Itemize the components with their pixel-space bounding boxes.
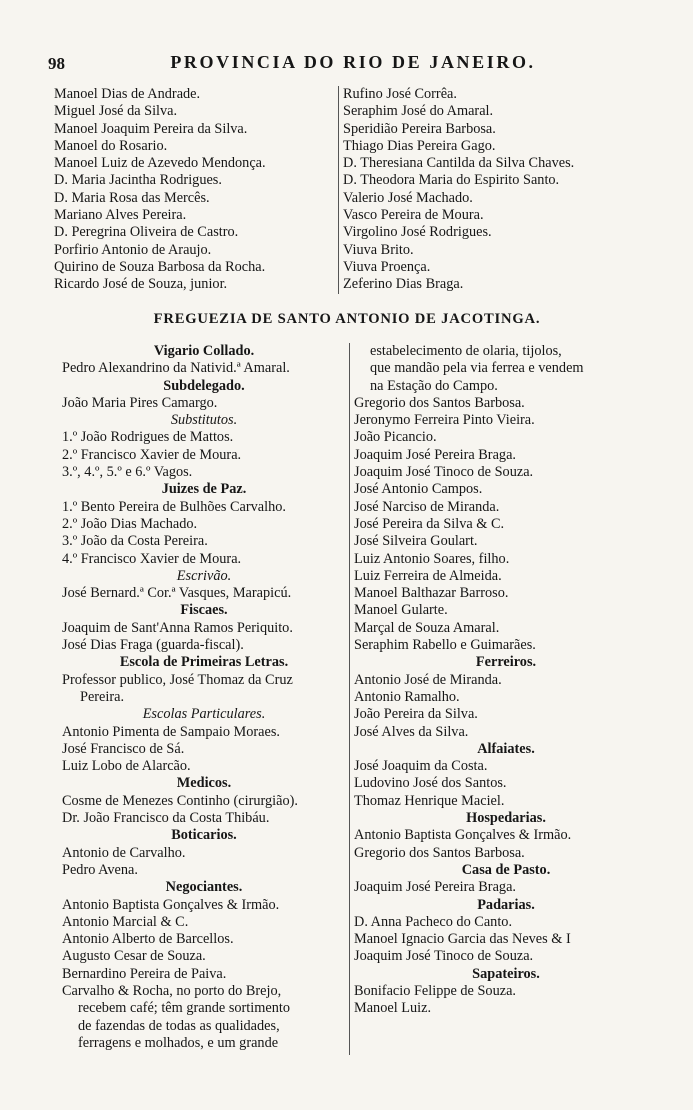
directory-entry: Antonio Baptista Gonçalves & Irmão. <box>62 896 280 913</box>
category-heading: Escola de Primeiras Letras. <box>119 654 289 671</box>
directory-entry: Cosme de Menezes Continho (cirurgião). <box>62 792 298 809</box>
directory-entry: D. Maria Jacintha Rodrigues. <box>54 172 222 189</box>
top-left-column <box>54 86 336 294</box>
directory-entry: Dr. João Francisco da Costa Thibáu. <box>62 810 270 827</box>
directory-entry: de fazendas de todas as qualidades, <box>78 1017 280 1034</box>
directory-entry: Professor publico, José Thomaz da Cruz <box>62 671 293 688</box>
category-heading: Hospedarias. <box>466 810 546 827</box>
directory-entry: 1.º João Rodrigues de Mattos. <box>62 429 234 446</box>
column-divider <box>349 343 350 1055</box>
directory-entry: Joaquim de Sant'Anna Ramos Periquito. <box>62 619 293 636</box>
directory-entry: Antonio de Carvalho. <box>62 844 186 861</box>
parish-left-column <box>62 343 346 1052</box>
directory-entry: na Estação do Campo. <box>370 377 498 394</box>
directory-entry: Manoel Balthazar Barroso. <box>354 585 509 602</box>
directory-entry: 2.º Francisco Xavier de Moura. <box>62 446 242 463</box>
directory-entry: Rufino José Corrêa. <box>343 86 457 102</box>
directory-entry: 3.º João da Costa Pereira. <box>62 533 208 550</box>
directory-entry: Speridião Pereira Barbosa. <box>343 120 496 137</box>
directory-entry: Seraphim José do Amaral. <box>343 103 494 120</box>
category-heading: Vigario Collado. <box>153 343 255 359</box>
directory-entry: Viuva Proença. <box>343 258 431 275</box>
directory-entry: Viuva Brito. <box>343 241 414 258</box>
directory-entry: Joaquim José Pereira Braga. <box>354 446 516 463</box>
directory-entry: José Joaquim da Costa. <box>354 758 488 775</box>
category-heading: Boticarios. <box>171 827 237 844</box>
directory-entry: Porfirio Antonio de Araujo. <box>54 241 212 258</box>
directory-entry: D. Theodora Maria do Espirito Santo. <box>343 172 560 189</box>
directory-entry: Manoel Gularte. <box>354 602 448 619</box>
directory-entry: Quirino de Souza Barbosa da Rocha. <box>54 258 266 275</box>
directory-entry: Joaquim José Tinoco de Souza. <box>354 948 534 965</box>
category-heading: Sapateiros. <box>472 965 540 982</box>
directory-entry: Carvalho & Rocha, no porto do Brejo, <box>62 982 282 999</box>
directory-entry: ferragens e molhados, e um grande <box>78 1034 279 1051</box>
directory-entry: Seraphim Rabello e Guimarães. <box>354 637 536 654</box>
directory-entry: 3.º, 4.º, 5.º e 6.º Vagos. <box>62 464 193 481</box>
directory-entry: Antonio Ramalho. <box>354 688 460 705</box>
top-right-column <box>343 86 643 294</box>
category-heading: Medicos. <box>176 775 232 792</box>
directory-entry: D. Peregrina Oliveira de Castro. <box>54 224 239 241</box>
directory-entry: Antonio Baptista Gonçalves & Irmão. <box>354 827 572 844</box>
directory-entry: Gregorio dos Santos Barbosa. <box>354 394 525 411</box>
directory-entry: 2.º João Dias Machado. <box>62 515 198 532</box>
directory-entry: José Antonio Campos. <box>354 481 483 498</box>
directory-entry: Valerio José Machado. <box>343 189 473 206</box>
page-header <box>48 52 658 78</box>
directory-entry: Ludovino José dos Santos. <box>354 775 507 792</box>
directory-entry: Manoel do Rosario. <box>54 137 168 154</box>
directory-entry: 4.º Francisco Xavier de Moura. <box>62 550 242 567</box>
directory-entry: que mandão pela via ferrea e vendem <box>370 360 584 377</box>
directory-entry: José Francisco de Sá. <box>62 740 185 757</box>
directory-entry: Virgolino José Rodrigues. <box>343 224 492 241</box>
directory-entry: Miguel José da Silva. <box>54 103 178 120</box>
category-heading: Ferreiros. <box>475 654 537 671</box>
directory-entry: D. Anna Pacheco do Canto. <box>354 913 513 930</box>
category-heading: Juizes de Paz. <box>161 481 247 498</box>
directory-entry: Manoel Ignacio Garcia das Neves & I <box>354 931 571 948</box>
directory-entry: Pedro Alexandrino da Nativid.ª Amaral. <box>62 360 290 377</box>
page-title: PROVINCIA DO RIO DE JANEIRO. <box>170 52 536 72</box>
directory-entry: Joaquim José Tinoco de Souza. <box>354 464 534 481</box>
directory-entry: João Picancio. <box>354 429 437 446</box>
directory-entry: Vasco Pereira de Moura. <box>343 207 484 224</box>
directory-entry: Thomaz Henrique Maciel. <box>354 792 505 809</box>
directory-entry: João Maria Pires Camargo. <box>62 394 218 411</box>
category-heading: Subdelegado. <box>163 377 245 394</box>
directory-entry: João Pereira da Silva. <box>354 706 478 723</box>
directory-entry: José Narciso de Miranda. <box>354 498 500 515</box>
directory-entry: 1.º Bento Pereira de Bulhões Carvalho. <box>62 498 286 515</box>
directory-entry: estabelecimento de olaria, tijolos, <box>370 343 562 359</box>
directory-entry: Marçal de Souza Amaral. <box>354 619 500 636</box>
directory-entry: Mariano Alves Pereira. <box>54 207 187 224</box>
directory-entry: Antonio José de Miranda. <box>354 671 502 688</box>
directory-entry: Luiz Lobo de Alarcão. <box>62 758 191 775</box>
category-heading: Alfaiates. <box>477 740 535 757</box>
directory-entry: José Dias Fraga (guarda-fiscal). <box>62 637 244 654</box>
directory-entry: José Silveira Goulart. <box>354 533 478 550</box>
directory-entry: Pereira. <box>80 688 125 705</box>
category-heading: Escrivão. <box>176 567 232 584</box>
directory-entry: Manoel Dias de Andrade. <box>54 86 201 102</box>
directory-entry: Zeferino Dias Braga. <box>343 276 464 293</box>
directory-entry: Luiz Antonio Soares, filho. <box>354 550 510 567</box>
directory-entry: Gregorio dos Santos Barbosa. <box>354 844 525 861</box>
directory-entry: Luiz Ferreira de Almeida. <box>354 567 502 584</box>
column-divider <box>338 86 339 294</box>
category-heading: Casa de Pasto. <box>461 861 551 878</box>
directory-entry: Jeronymo Ferreira Pinto Vieira. <box>354 412 535 429</box>
section-title: FREGUEZIA DE SANTO ANTONIO DE JACOTINGA. <box>153 311 541 327</box>
directory-entry: Bernardino Pereira de Paiva. <box>62 965 227 982</box>
directory-entry: Manoel Joaquim Pereira da Silva. <box>54 120 248 137</box>
directory-entry: Augusto Cesar de Souza. <box>62 948 206 965</box>
directory-entry: Antonio Marcial & C. <box>62 913 189 930</box>
category-heading: Fiscaes. <box>180 602 228 619</box>
directory-entry: Manoel Luiz de Azevedo Mendonça. <box>54 155 266 172</box>
parish-right-column <box>354 343 658 1018</box>
directory-entry: José Pereira da Silva & C. <box>354 515 505 532</box>
directory-entry: Joaquim José Pereira Braga. <box>354 879 516 896</box>
directory-entry: D. Theresiana Cantilda da Silva Chaves. <box>343 155 575 172</box>
directory-entry: Ricardo José de Souza, junior. <box>54 276 228 293</box>
category-heading: Negociantes. <box>165 879 243 896</box>
directory-entry: Manoel Luiz. <box>354 1000 432 1017</box>
page-number: 98 <box>48 54 65 73</box>
category-heading: Padarias. <box>477 896 535 913</box>
category-heading: Substitutos. <box>170 412 238 429</box>
directory-entry: Bonifacio Felippe de Souza. <box>354 982 516 999</box>
directory-entry: Antonio Pimenta de Sampaio Moraes. <box>62 723 280 740</box>
directory-entry: D. Maria Rosa das Mercês. <box>54 189 210 206</box>
category-heading: Escolas Particulares. <box>142 706 266 723</box>
directory-entry: Antonio Alberto de Barcellos. <box>62 931 234 948</box>
directory-entry: recebem café; têm grande sortimento <box>78 1000 290 1017</box>
directory-entry: José Bernard.ª Cor.ª Vasques, Marapicú. <box>62 585 292 602</box>
directory-entry: Pedro Avena. <box>62 861 138 878</box>
directory-entry: José Alves da Silva. <box>354 723 469 740</box>
directory-entry: Thiago Dias Pereira Gago. <box>343 137 496 154</box>
